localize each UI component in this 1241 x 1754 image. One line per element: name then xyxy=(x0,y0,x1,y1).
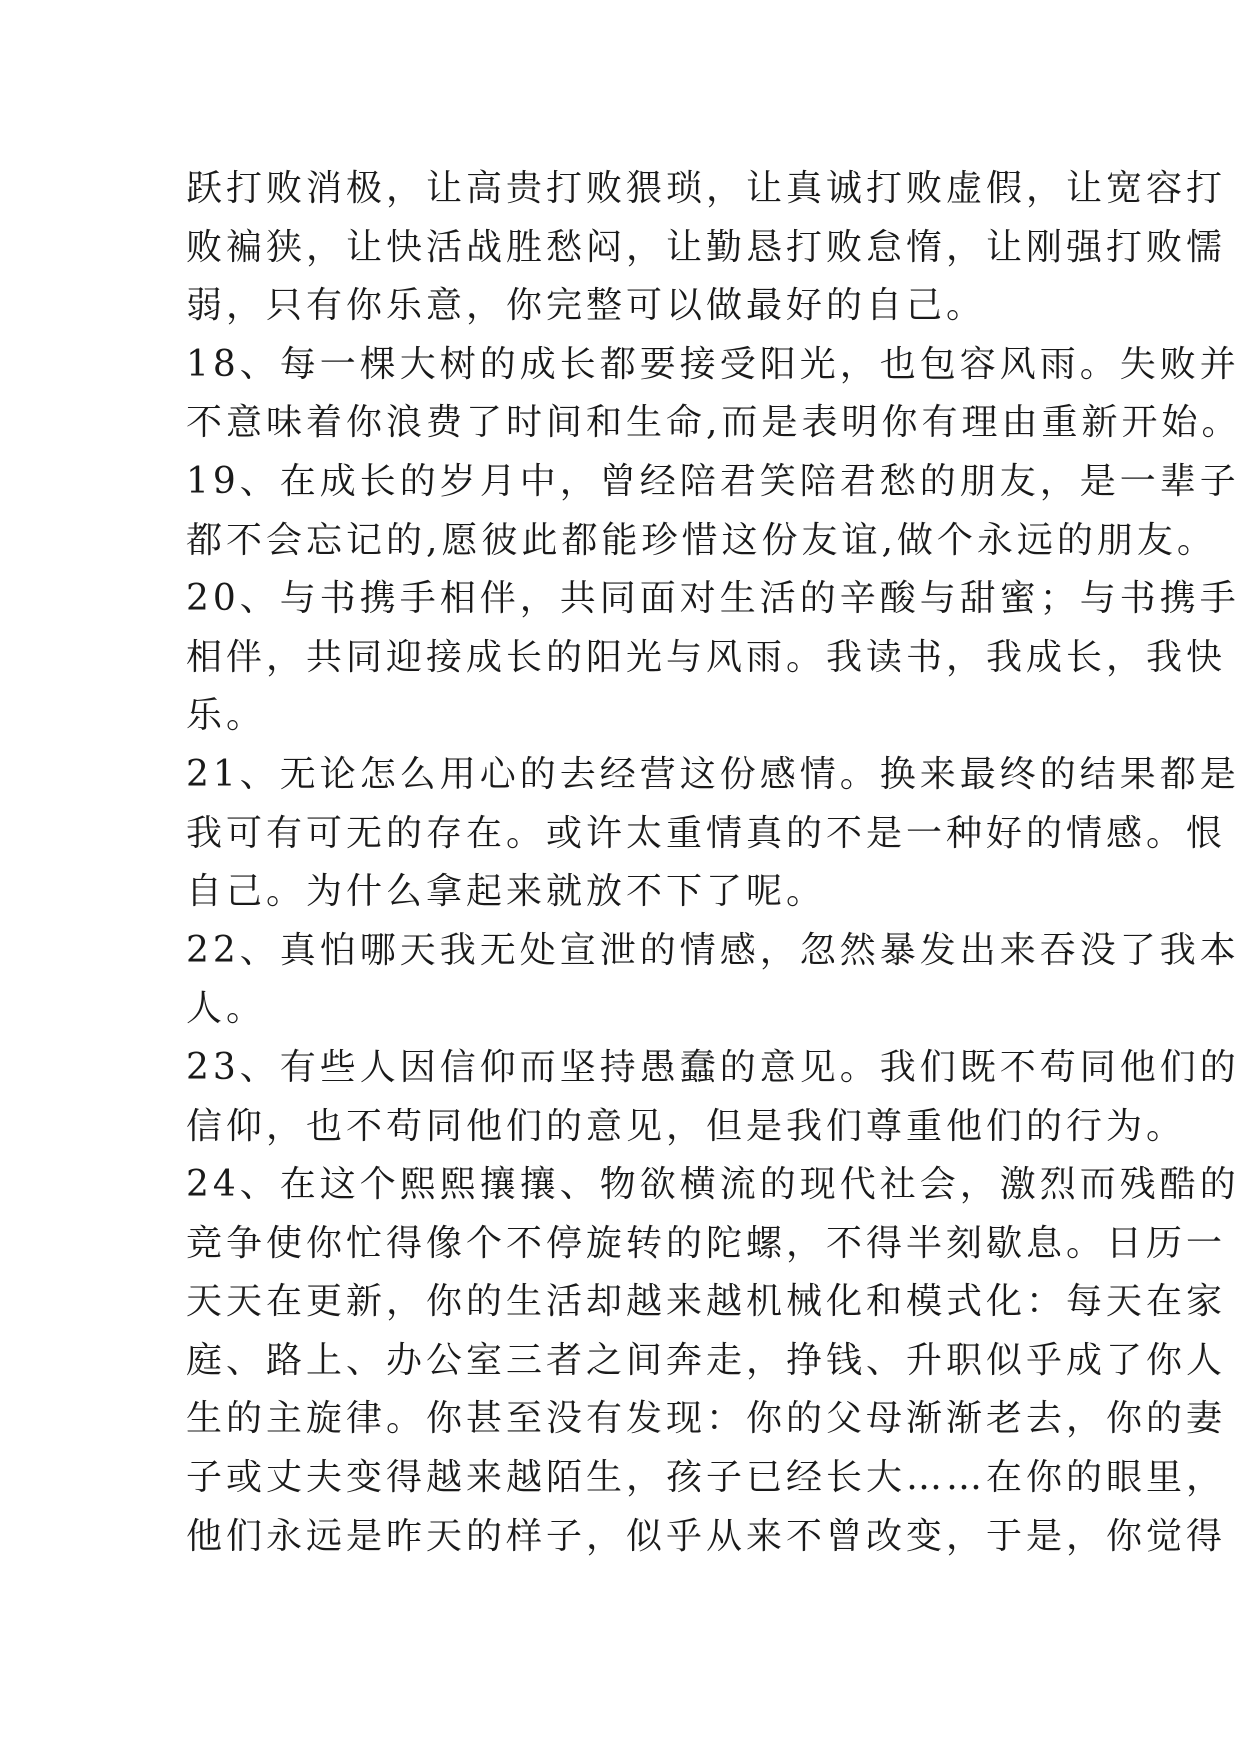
text-line: 庭、路上、办公室三者之间奔走，挣钱、升职似乎成了你人 xyxy=(186,1339,1227,1381)
text-line: 跃打败消极，让高贵打败猥琐，让真诚打败虚假，让宽容打 xyxy=(186,168,1227,209)
text-line: 人。 xyxy=(186,988,267,1030)
text-line: 子或丈夫变得越来越陌生，孩子已经长大……在你的眼里， xyxy=(186,1457,1227,1499)
text-line: 我可有可无的存在。或许太重情真的不是一种好的情感。恨 xyxy=(186,812,1227,854)
text-line: 信仰，也不苟同他们的意见，但是我们尊重他们的行为。 xyxy=(186,1105,1187,1147)
text-line: 竞争使你忙得像个不停旋转的陀螺，不得半刻歇息。日历一 xyxy=(186,1222,1227,1264)
text-line: 败褊狭，让快活战胜愁闷，让勤恳打败怠惰，让刚强打败懦 xyxy=(186,226,1227,268)
text-line: 不意味着你浪费了时间和生命,而是表明你有理由重新开始。 xyxy=(186,402,1241,444)
text-line: 天天在更新，你的生活却越来越机械化和模式化：每天在家 xyxy=(186,1281,1227,1323)
text-line: 自己。为什么拿起来就放不下了呢。 xyxy=(186,871,827,913)
text-line: 24、在这个熙熙攘攘、物欲横流的现代社会，激烈而残酷的 xyxy=(186,1164,1240,1206)
text-line: 相伴，共同迎接成长的阳光与风雨。我读书，我成长，我快 xyxy=(186,636,1227,678)
text-line: 23、有些人因信仰而坚持愚蠢的意见。我们既不苟同他们的 xyxy=(186,1046,1240,1088)
body-text xyxy=(186,160,1241,1566)
text-line: 弱，只有你乐意，你完整可以做最好的自己。 xyxy=(186,285,987,327)
text-line: 生的主旋律。你甚至没有发现：你的父母渐渐老去，你的妻 xyxy=(186,1398,1227,1440)
text-line: 18、每一棵大树的成长都要接受阳光，也包容风雨。失败并 xyxy=(186,343,1240,385)
text-line: 19、在成长的岁月中，曾经陪君笑陪君愁的朋友，是一辈子 xyxy=(186,460,1240,502)
text-line: 22、真怕哪天我无处宣泄的情感，忽然暴发出来吞没了我本 xyxy=(186,929,1240,971)
text-line: 乐。 xyxy=(186,695,267,737)
text-line: 他们永远是昨天的样子，似乎从来不曾改变，于是，你觉得 xyxy=(186,1515,1227,1557)
text-line: 21、无论怎么用心的去经营这份感情。换来最终的结果都是 xyxy=(186,753,1240,795)
text-line: 都不会忘记的,愿彼此都能珍惜这份友谊,做个永远的朋友。 xyxy=(186,519,1217,561)
text-line: 20、与书携手相伴，共同面对生活的辛酸与甜蜜；与书携手 xyxy=(186,578,1240,620)
